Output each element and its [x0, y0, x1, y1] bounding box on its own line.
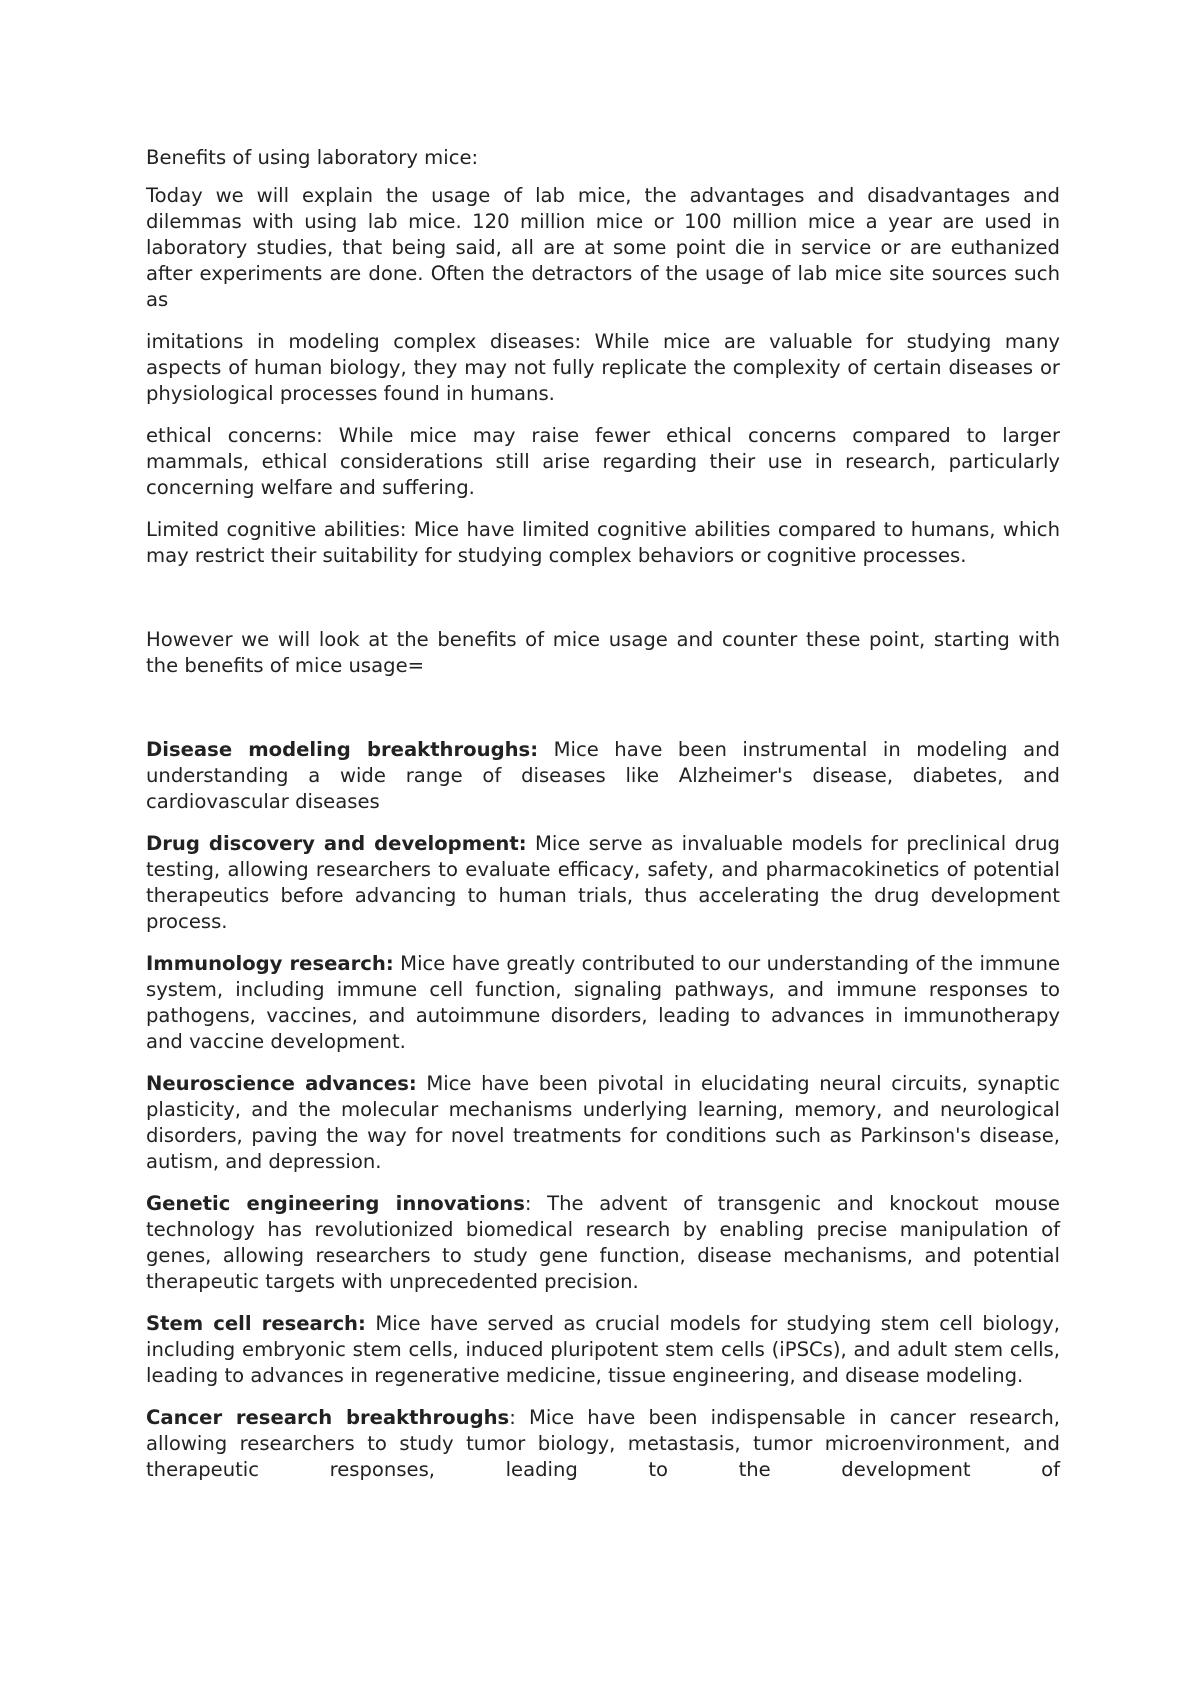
benefit-paragraph: [146, 1311, 1060, 1389]
benefit-text: Mice have been pivotal in elucidating neural circuits, synaptic plasticity, and the molecular mechanisms underlying learning, memory, and neurological disorders, paving the way for novel treatments for conditions such as Parkinson's disease, autism, and depression.: [146, 1072, 1060, 1173]
benefit-term: Immunology research:: [146, 952, 394, 975]
transition-paragraph: However we will look at the benefits of mice usage and counter these point, starting with the benefits of mice usage=: [146, 628, 1060, 677]
benefit-paragraph: [146, 951, 1060, 1055]
benefit-term: Cancer research breakthroughs: [146, 1406, 510, 1429]
benefit-text: : Mice have been indispensable in cancer research, allowing researchers to study tumor biology, metastasis, tumor microenvironment, and therapeutic responses, leading to the development of: [146, 1406, 1060, 1481]
benefit-term: Genetic engineering innovations: [146, 1192, 525, 1215]
benefit-text: Mice serve as invaluable models for preclinical drug testing, allowing researchers to evaluate efficacy, safety, and pharmacokinetics of potential therapeutics before advancing to human trials, thus accelerating the drug development process.: [146, 832, 1060, 933]
benefit-paragraph: [146, 831, 1060, 935]
benefit-term: Stem cell research:: [146, 1312, 366, 1335]
benefit-paragraph: [146, 737, 1060, 815]
intro-paragraph: Today we will explain the usage of lab mice, the advantages and disadvantages and dilemmas with using lab mice. 120 million mice or 100 million mice a year are used in laboratory studies, that being said, all are at some point die in service or are euthanized after experiments are done. Often the detractors of the usage of lab mice site sources such as: [146, 184, 1060, 311]
benefit-term: Neuroscience advances:: [146, 1072, 417, 1095]
document-title: Benefits of using laboratory mice:: [146, 146, 479, 169]
benefit-paragraph: [146, 1191, 1060, 1295]
concern-paragraph: Limited cognitive abilities: Mice have limited cognitive abilities compared to humans, which may restrict their suitability for studying complex behaviors or cognitive processes.: [146, 518, 1060, 567]
benefit-term: Disease modeling breakthroughs:: [146, 738, 539, 761]
benefit-text: Mice have served as crucial models for studying stem cell biology, including embryonic stem cells, induced pluripotent stem cells (iPSCs), and adult stem cells, leading to advances in regenerative medicine, tissue engineering, and disease modeling.: [146, 1312, 1060, 1387]
benefit-text: Mice have been instrumental in modeling and understanding a wide range of diseases like Alzheimer's disease, diabetes, and cardiovascular diseases: [146, 738, 1060, 813]
benefit-paragraph: [146, 1405, 1060, 1483]
benefit-paragraph: [146, 1071, 1060, 1175]
benefit-text: Mice have greatly contributed to our understanding of the immune system, including immune cell function, signaling pathways, and immune responses to pathogens, vaccines, and autoimmune disorders, leading to advances in immunotherapy and vaccine development.: [146, 952, 1060, 1053]
benefit-term: Drug discovery and development:: [146, 832, 527, 855]
document-body: [146, 145, 1060, 1499]
concern-paragraph: ethical concerns: While mice may raise fewer ethical concerns compared to larger mammals, ethical considerations still arise regarding their use in research, particularly concerning welfare and suffering.: [146, 424, 1060, 499]
benefit-text: : The advent of transgenic and knockout mouse technology has revolutionized biomedical research by enabling precise manipulation of genes, allowing researchers to study gene function, disease mechanisms, and potential therapeutic targets with unprecedented precision.: [146, 1192, 1060, 1293]
concern-paragraph: imitations in modeling complex diseases: While mice are valuable for studying many aspects of human biology, they may not fully replicate the complexity of certain diseases or physiological processes found in humans.: [146, 330, 1060, 405]
